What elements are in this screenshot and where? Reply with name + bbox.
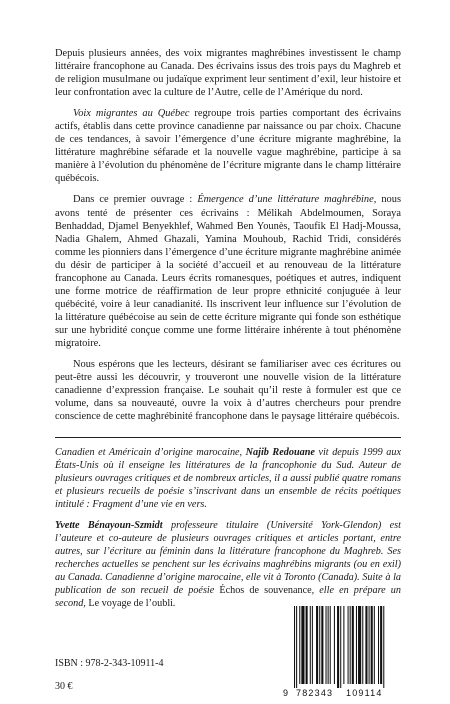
barcode-bar bbox=[294, 606, 295, 688]
barcode-bar bbox=[296, 606, 297, 688]
barcode-bar bbox=[306, 606, 308, 684]
barcode-bar bbox=[334, 606, 335, 684]
barcode-bar bbox=[358, 606, 361, 684]
bio-najib-redouane bbox=[55, 446, 401, 511]
barcode-bar bbox=[328, 606, 329, 684]
paragraph-4 bbox=[55, 358, 401, 423]
bio-2-end: . bbox=[172, 598, 176, 609]
barcode-bar bbox=[350, 606, 351, 684]
barcode-bar bbox=[356, 606, 357, 684]
author-bios bbox=[55, 446, 401, 618]
book-title-voyage: Le voyage de l’oubli bbox=[88, 598, 173, 609]
barcode-bar bbox=[343, 606, 344, 684]
barcode-bar bbox=[319, 606, 320, 684]
blurb bbox=[55, 47, 401, 431]
barcode-bar bbox=[383, 606, 384, 688]
barcode-bar bbox=[352, 606, 354, 684]
barcode-bar bbox=[374, 606, 375, 684]
book-title-emergence: Émergence d’une littérature maghrébine bbox=[197, 194, 374, 206]
bio-yvette-benayoun-szmidt bbox=[55, 519, 401, 610]
barcode-bar bbox=[312, 606, 313, 684]
barcode-digits-right: 109114 bbox=[346, 688, 383, 698]
paragraph-1 bbox=[55, 47, 401, 99]
author-name-1: Najib Redouane bbox=[245, 447, 315, 458]
barcode-bar bbox=[316, 606, 318, 684]
paragraph-1-text: Depuis plusieurs années, des voix migrantes maghrébines investissent le champ littéraire francophone au Canada. Des écrivains issus des trois pays du Maghreb et de religion musulmane ou judaïque expriment leur sentiment d’exil, leur histoire et leur confrontation avec la culture de l’Autre, celle de l’Amérique du nord. bbox=[55, 48, 401, 99]
paragraph-3-text: , nous avons tenté de présenter ces écrivains : Mélikah Abdelmoumen, Soraya Benhaddad, Djamel Benyekhlef, Wahmed Ben Younès, Taoufik El Hadj-Moussa, Nadia Ghalem, Ahmed Ghazali, Yamina Mouhoub, Rachid Tridi, considérés comme les pionniers dans l’émergence d’une écriture migrante maghrébine animée du désir de participer à la société d’accueil et au renouveau de la littérature francophone au Canada. Leurs écrits romanesques, poétiques et autres, indiquent une forme motrice de réaffirmation de leur propre ethnicité conjuguée à leur québécité, voire à leur canadianité. Ils inscrivent leur influence sur l’évolution de la littérature québécoise au sein de cette écriture migrante qui fonde son esthétique sur une hybridité conçue comme une forme littéraire inhérente à tout phénomène migratoire. bbox=[55, 194, 401, 349]
barcode-bar bbox=[299, 606, 300, 684]
barcode-bar bbox=[371, 606, 373, 684]
barcode-bar bbox=[337, 606, 339, 688]
barcode-bar bbox=[321, 606, 323, 684]
barcode-bar bbox=[330, 606, 331, 684]
barcode-bar bbox=[378, 606, 379, 684]
paragraph-3 bbox=[55, 193, 401, 350]
barcode-digits-left: 782343 bbox=[296, 688, 334, 698]
isbn: ISBN : 978-2-343-10911-4 bbox=[55, 658, 164, 669]
barcode-bar bbox=[365, 606, 367, 684]
barcode-bar bbox=[301, 606, 304, 684]
bio-1-text: vit depuis 1999 aux États-Unis où il enseigne les littératures de la francophonie du Sud. Auteur de plusieurs ouvrages critiques et de nombreux articles, il a aussi publié quatre romans et plusieurs recueils de poésie s’inscrivant dans un ensemble de récits poétiques intitulé : Fragment d’une vie en vers. bbox=[55, 447, 401, 510]
paragraph-2-text: regroupe trois parties comportant des écrivains actifs, établis dans cette province canadienne par naissance ou par choix. Chacune de ces tendances, à savoir l’émergence d’une écriture migrante maghrébine, la littérature maghrébine séfarade et la nouvelle vague maghrébine, participe à sa manière à l’évolution du phénomène de l’écriture migrante dans le champ littéraire québécois. bbox=[55, 108, 401, 185]
barcode-bar bbox=[380, 606, 382, 684]
barcode-digit-lead: 9 bbox=[283, 688, 289, 698]
paragraph-4-text: Nous espérons que les lecteurs, désirant se familiariser avec ces écritures ou peut-être aussi les découvrir, y trouveront une nouvelle vision de la littérature canadienne d’expression française. Le souhait qu’il reste à formuler est que ce volume, dans sa nouveauté, ouvre la voix à d’autres chercheurs pour prendre conscience de cette maghrébinité francophone dans le paysage littéraire québécois. bbox=[55, 359, 401, 423]
bio-2-text: professeure titulaire (Université York-Glendon) est l’auteure et co-auteure de plusieurs ouvrages critiques et articles portant, entre autres, sur l’écriture au féminin dans la littérature francophone du Maghreb. Ses recherches actuelles se penchent sur les écrivains maghrébins migrants (ou en exil) au Canada. Canadienne d’origine marocaine, elle vit à Toronto (Canada). Suite à la publication de son recueil de poésie bbox=[55, 520, 401, 596]
barcode-bar bbox=[326, 606, 327, 684]
bio-2-text-2: , elle en prépare un second, bbox=[55, 585, 401, 609]
barcode-bar bbox=[340, 606, 341, 688]
barcode-bar bbox=[348, 606, 349, 684]
price: 30 € bbox=[55, 681, 73, 692]
paragraph-3-lead: Dans ce premier ouvrage : bbox=[73, 194, 198, 206]
separator-rule bbox=[55, 437, 401, 438]
barcode-bar bbox=[362, 606, 363, 684]
barcode-icon bbox=[280, 604, 404, 700]
paragraph-2 bbox=[55, 107, 401, 185]
author-name-2: Yvette Bénayoun-Szmidt bbox=[55, 520, 163, 531]
barcode-bar bbox=[369, 606, 370, 684]
book-title-voix-migrantes: Voix migrantes au Québec bbox=[73, 108, 190, 120]
barcode-bar bbox=[310, 606, 311, 684]
book-title-echos: Échos de souvenance bbox=[219, 585, 312, 596]
bio-1-lead: Canadien et Américain d’origine marocaine, bbox=[55, 447, 246, 458]
